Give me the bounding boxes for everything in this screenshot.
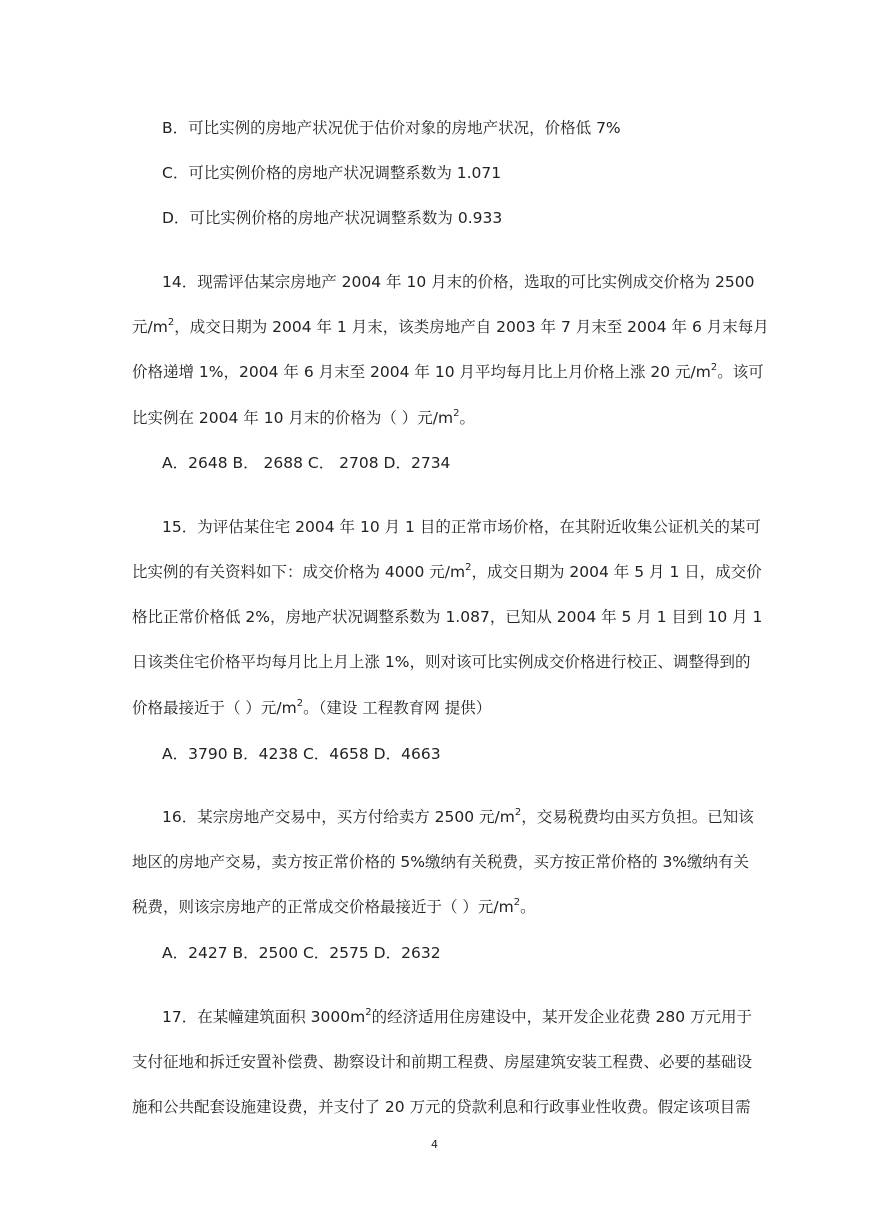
q14-line-3: 价格递增 1%，2004 年 6 月末至 2004 年 10 月平均每月比上月价格上涨 20 元$/m^2$。该可 bbox=[132, 361, 764, 381]
q17-line-3: 施和公共配套设施建设费，并支付了 20 万元的贷款利息和行政事业性收费。假定该项目需 bbox=[132, 1098, 751, 1116]
q16-options: A．2427 B．2500 C．2575 D．2632 bbox=[162, 944, 441, 962]
q17-line-2: 支付征地和拆迁安置补偿费、勘察设计和前期工程费、房屋建筑安装工程费、必要的基础设 bbox=[132, 1053, 753, 1071]
q15-line-1: 15．为评估某住宅 2004 年 10 月 1 目的正常市场价格，在其附近收集公证机关的某可 bbox=[162, 518, 761, 536]
option-b-prev: B．可比实例的房地产状况优于估价对象的房地产状况，价格低 7% bbox=[162, 119, 621, 137]
q16-line-1: 16．某宗房地产交易中，买方付给卖方 2500 元$/m^2$，交易税费均由买方负担。已知该 bbox=[162, 806, 754, 826]
q15-line-2: 比实例的有关资料如下：成交价格为 4000 元$/m^2$，成交日期为 2004 年 5 月 1 日，成交价 bbox=[132, 561, 762, 581]
q15-line-3: 格比正常价格低 2%，房地产状况调整系数为 1.087，已知从 2004 年 5 月 1 目到 10 月 1 bbox=[132, 608, 763, 626]
q14-line-1: 14．现需评估某宗房地产 2004 年 10 月末的价格，选取的可比实例成交价格为 2500 bbox=[162, 273, 755, 291]
q17-line-1: 17．在某幢建筑面积 $3000m^2$的经济适用住房建设中，某开发企业花费 280 万元用于 bbox=[162, 1006, 753, 1026]
option-d-prev: D．可比实例价格的房地产状况调整系数为 0.933 bbox=[162, 209, 503, 227]
page-number: 4 bbox=[431, 1138, 438, 1151]
q16-line-3: 税费，则该宗房地产的正常成交价格最接近于（ ）元$/m^2$。 bbox=[132, 896, 536, 916]
q16-line-2: 地区的房地产交易，卖方按正常价格的 5%缴纳有关税费，买方按正常价格的 3%缴纳有关 bbox=[132, 853, 750, 871]
q15-line-5: 价格最接近于（ ）元$/m^2$。（建设 工程教育网 提供） bbox=[132, 697, 492, 717]
q15-line-4: 日该类住宅价格平均每月比上月上涨 1%，则对该可比实例成交价格进行校正、调整得到的 bbox=[132, 653, 751, 671]
q14-options: A．2648 B． 2688 C． 2708 D．2734 bbox=[162, 454, 451, 472]
q14-line-4: 比实例在 2004 年 10 月末的价格为（ ）元$/m^2$。 bbox=[132, 407, 476, 427]
option-c-prev: C．可比实例价格的房地产状况调整系数为 1.071 bbox=[162, 164, 502, 182]
q15-options: A．3790 B．4238 C．4658 D．4663 bbox=[162, 745, 441, 763]
q14-line-2: 元$/m^2$，成交日期为 2004 年 1 月末，该类房地产自 2003 年 7 月末至 2004 年 6 月末每月 bbox=[132, 316, 769, 336]
